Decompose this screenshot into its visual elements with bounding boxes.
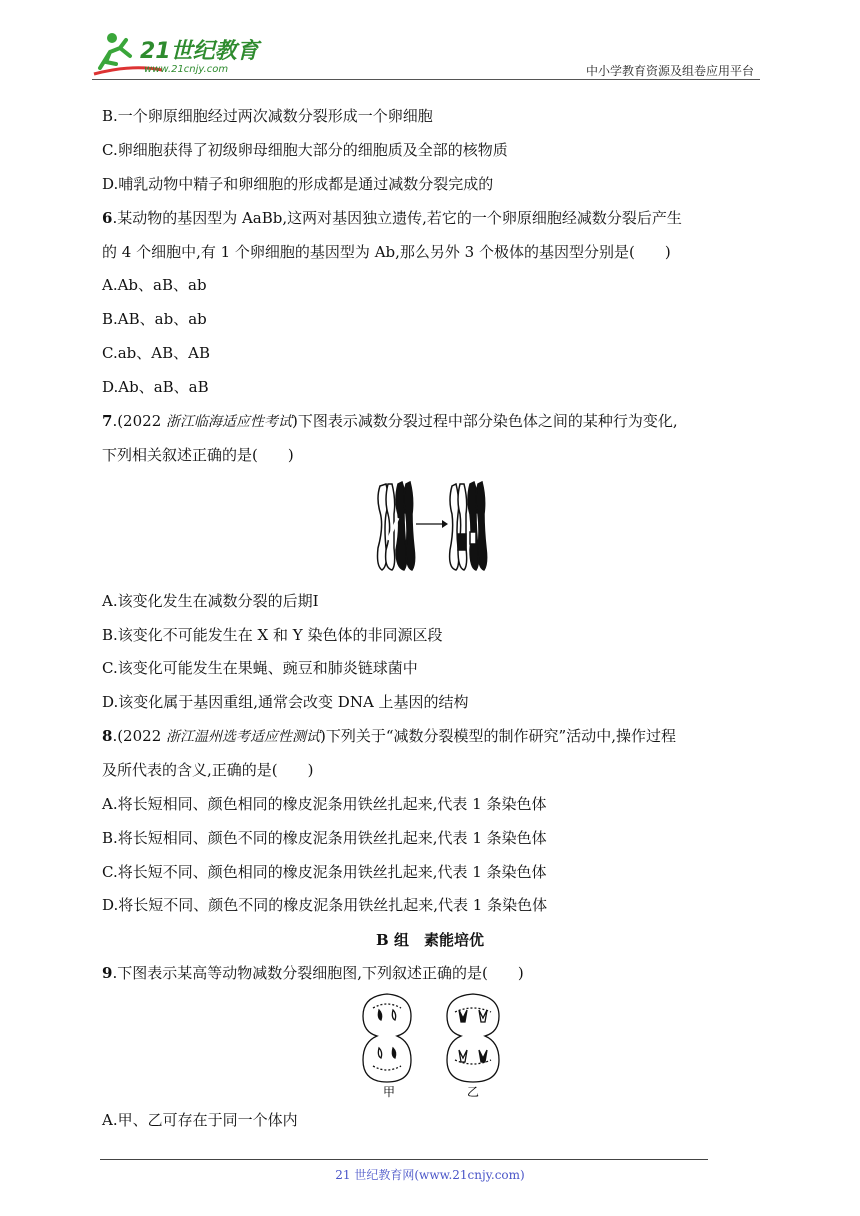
q6-option-c: C.ab、AB、AB: [102, 344, 210, 362]
logo-21cnjy: [92, 30, 267, 76]
cell-label-jia: 甲: [383, 1085, 396, 1099]
platform-name: 中小学教育资源及组卷应用平台: [585, 64, 754, 78]
footer-divider: [100, 1159, 708, 1160]
q8-stem-1: )下列关于“减数分裂模型的制作研究”活动中,操作过程: [320, 727, 676, 745]
q6-stem-line-1: [102, 208, 682, 228]
q8-option-c: C.将长短不同、颜色相同的橡皮泥条用铁丝扎起来,代表 1 条染色体: [102, 863, 547, 881]
q8-stem-line-2: 及所代表的含义,正确的是( ): [102, 761, 314, 779]
meiosis-cells-figure: [355, 990, 505, 1100]
cell-label-yi: 乙: [467, 1085, 480, 1099]
q9-number: 9: [102, 964, 113, 982]
q5-option-b: B.一个卵原细胞经过两次减数分裂形成一个卵细胞: [102, 107, 433, 125]
cell-yi: [447, 994, 499, 1082]
chromosome-pair-after: [450, 482, 487, 570]
q7-year: .(2022: [112, 412, 166, 430]
q8-option-a: A.将长短相同、颜色相同的橡皮泥条用铁丝扎起来,代表 1 条染色体: [102, 795, 547, 813]
q6-number: 6: [102, 209, 113, 227]
header-divider: [92, 79, 760, 80]
q7-option-b: B.该变化不可能发生在 X 和 Y 染色体的非同源区段: [102, 626, 443, 644]
q9-option-a: A.甲、乙可存在于同一个体内: [102, 1111, 298, 1129]
footer-text: 21 世纪教育网(www.21cnjy.com): [335, 1168, 525, 1182]
logo-url: www.21cnjy.com: [144, 64, 229, 75]
q7-option-a: A.该变化发生在减数分裂的后期Ⅰ: [102, 592, 319, 610]
q8-year: .(2022: [112, 727, 166, 745]
q8-option-d: D.将长短不同、颜色不同的橡皮泥条用铁丝扎起来,代表 1 条染色体: [102, 896, 548, 914]
q9-stem: .下图表示某高等动物减数分裂细胞图,下列叙述正确的是( ): [112, 964, 524, 982]
q6-option-a: A.Ab、aB、ab: [102, 276, 207, 294]
q7-option-d: D.该变化属于基因重组,通常会改变 DNA 上基因的结构: [102, 693, 469, 711]
q6-option-b: B.AB、ab、ab: [102, 310, 207, 328]
q6-stem-1: .某动物的基因型为 AaBb,这两对基因独立遗传,若它的一个卵原细胞经减数分裂后产生: [112, 209, 682, 227]
q7-stem-line-1: [102, 411, 678, 432]
q8-option-b: B.将长短相同、颜色不同的橡皮泥条用铁丝扎起来,代表 1 条染色体: [102, 829, 547, 847]
logo-text: 21世纪教育: [140, 39, 259, 64]
q5-option-d: D.哺乳动物中精子和卵细胞的形成都是通过减数分裂完成的: [102, 175, 494, 193]
q6-stem-line-2: 的 4 个细胞中,有 1 个卵细胞的基因型为 Ab,那么另外 3 个极体的基因型分别是( ): [102, 243, 671, 261]
q5-option-c: C.卵细胞获得了初级卵母细胞大部分的细胞质及全部的核物质: [102, 141, 508, 159]
q9-stem-line: [102, 963, 524, 983]
q7-number: 7: [102, 412, 113, 430]
q8-source: 浙江温州选考适应性测试: [166, 729, 320, 745]
q7-stem-line-2: 下列相关叙述正确的是( ): [102, 446, 294, 464]
crossover-chromosome-figure: [370, 478, 492, 578]
cell-jia: [363, 994, 411, 1082]
q8-stem-line-1: [102, 726, 676, 747]
q7-source: 浙江临海适应性考试: [166, 414, 292, 430]
page-header: [92, 30, 760, 78]
q6-option-d: D.Ab、aB、aB: [102, 378, 209, 396]
q7-option-c: C.该变化可能发生在果蝇、豌豆和肺炎链球菌中: [102, 659, 418, 677]
q7-stem-1: )下图表示减数分裂过程中部分染色体之间的某种行为变化,: [292, 412, 678, 430]
chromosome-pair-before: [378, 482, 415, 570]
q8-number: 8: [102, 727, 113, 745]
section-heading-b: B 组 素能培优: [376, 931, 484, 949]
